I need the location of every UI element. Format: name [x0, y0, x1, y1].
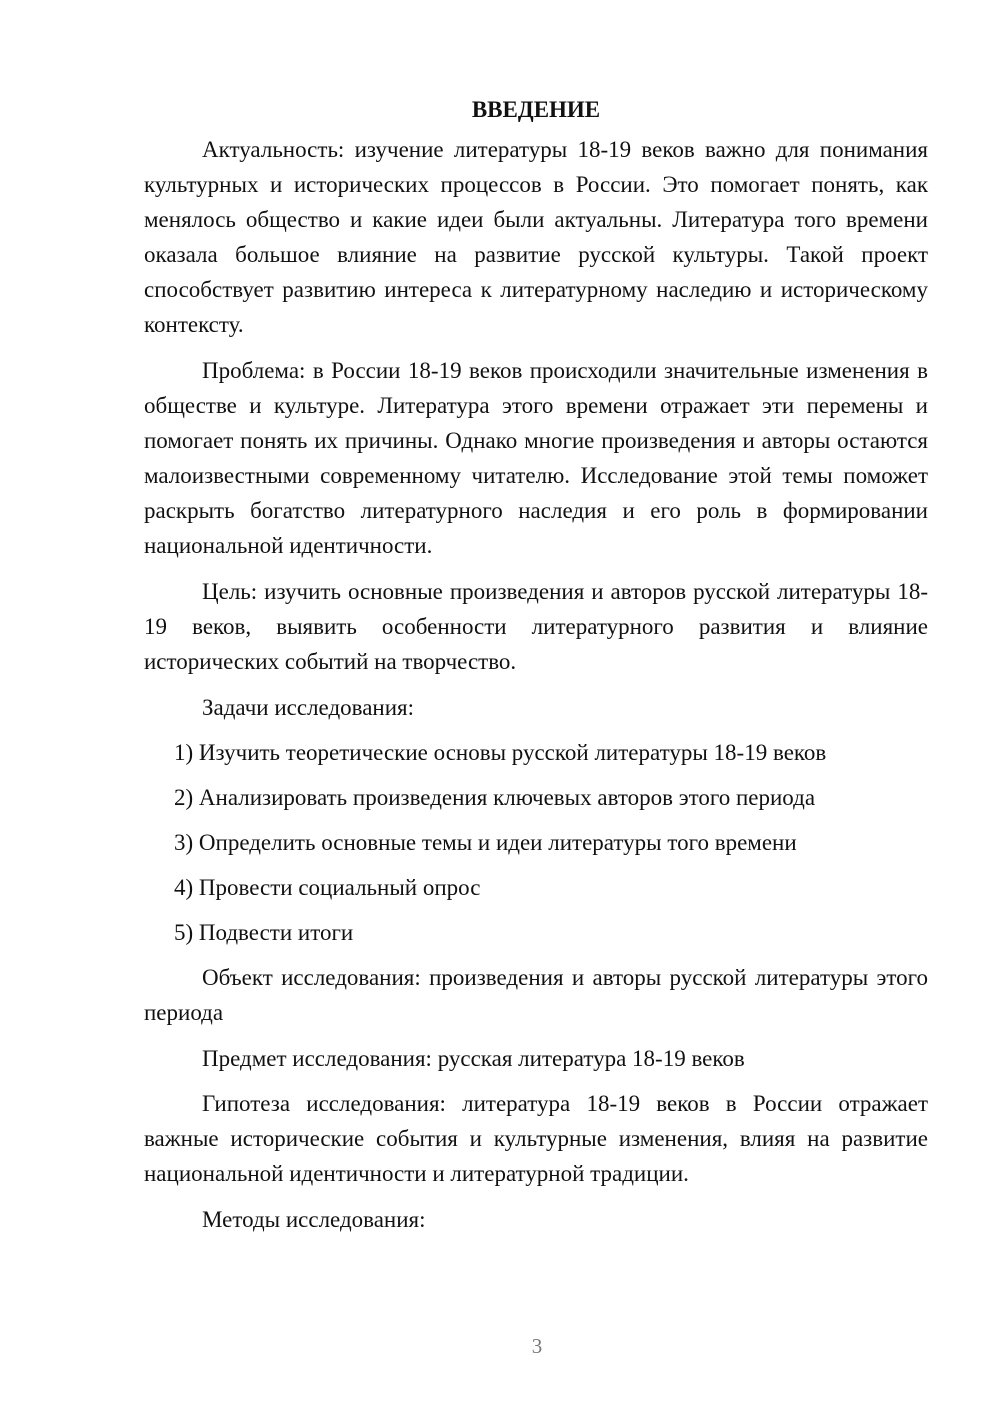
paragraph-relevance: Актуальность: изучение литературы 18-19 веков важно для понимания культурных и исторических процессов в России. Это помогает понять, как менялось общество и какие идеи были актуальны. Литература того времени оказала большое влияние на развитие русской культуры. Такой проект способствует развитию интереса к литературному наследию и историческому контексту.	[144, 137, 928, 337]
tasks-title: Задачи исследования:	[202, 695, 415, 720]
document-page	[144, 88, 928, 1247]
page-title: ВВЕДЕНИЕ	[471, 97, 601, 122]
list-item: 1) Изучить теоретические основы русской литературы 18-19 веков	[174, 740, 827, 765]
paragraph-goal: Цель: изучить основные произведения и авторов русской литературы 18-19 веков, выявить особенности литературного развития и влияние исторических событий на творчество.	[144, 579, 928, 674]
methods-title: Методы исследования:	[202, 1207, 426, 1232]
list-item: 2) Анализировать произведения ключевых авторов этого периода	[174, 785, 816, 810]
tasks-list	[144, 735, 928, 950]
list-item: 4) Провести социальный опрос	[174, 875, 481, 900]
paragraph-object: Объект исследования: произведения и авторы русской литературы этого периода	[144, 965, 928, 1025]
paragraph-problem: Проблема: в России 18-19 веков происходили значительные изменения в обществе и культуре. Литература этого времени отражает эти перемены и помогает понять их причины. Однако многие произведения и авторы остаются малоизвестными современному читателю. Исследование этой темы поможет раскрыть богатство литературного наследия и его роль в формировании национальной идентичности.	[144, 358, 928, 558]
paragraph-hypothesis: Гипотеза исследования: литература 18-19 веков в России отражает важные исторические события и культурные изменения, влияя на развитие национальной идентичности и литературной традиции.	[144, 1091, 928, 1186]
page-number: 3	[531, 1334, 543, 1358]
paragraph-subject: Предмет исследования: русская литература 18-19 веков	[202, 1046, 745, 1071]
list-item: 5) Подвести итоги	[174, 920, 354, 945]
list-item: 3) Определить основные темы и идеи литературы того времени	[174, 830, 797, 855]
